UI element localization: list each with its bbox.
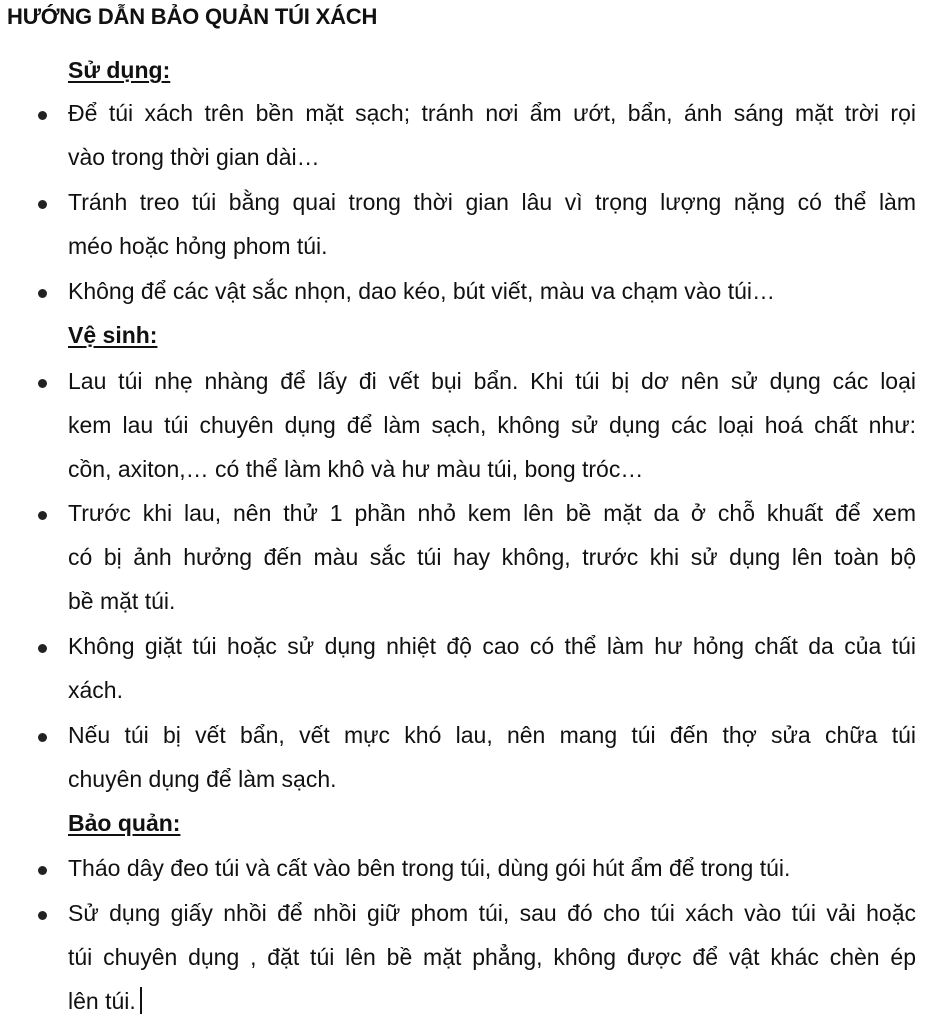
list-item-line: Tránh treo túi bằng quai trong thời gian lâu vì trọng lượng nặng có thể làm <box>68 189 916 215</box>
list-item-line: Để túi xách trên bền mặt sạch; tránh nơi ẩm ướt, bẩn, ánh sáng mặt trời rọi <box>68 100 916 126</box>
list-item-line: cồn, axiton,… có thể làm khô và hư màu túi, bong tróc… <box>68 456 644 482</box>
section-heading-cleaning: Vệ sinh: <box>68 322 158 348</box>
section-heading-storage: Bảo quản: <box>68 810 181 836</box>
list-item-line: bề mặt túi. <box>68 588 176 614</box>
list-item-line: Sử dụng giấy nhồi để nhồi giữ phom túi, sau đó cho túi xách vào túi vải hoặc <box>68 900 916 926</box>
list-item-line: Tháo dây đeo túi và cất vào bên trong túi, dùng gói hút ẩm để trong túi. <box>68 855 791 881</box>
bullet-icon <box>38 733 47 742</box>
list-item-line: méo hoặc hỏng phom túi. <box>68 233 328 259</box>
list-item-line: Trước khi lau, nên thử 1 phần nhỏ kem lên bề mặt da ở chỗ khuất để xem <box>68 500 916 526</box>
list-item-line: xách. <box>68 677 123 703</box>
list-item-line: kem lau túi chuyên dụng để làm sạch, không sử dụng các loại hoá chất như: <box>68 412 916 438</box>
bullet-icon <box>38 911 47 920</box>
list-item-line-text: lên túi. <box>68 988 136 1014</box>
list-item-line: Không giặt túi hoặc sử dụng nhiệt độ cao có thể làm hư hỏng chất da của túi <box>68 633 916 659</box>
list-item-line: Không để các vật sắc nhọn, dao kéo, bút viết, màu va chạm vào túi… <box>68 278 776 304</box>
bullet-icon <box>38 511 47 520</box>
bullet-icon <box>38 289 47 298</box>
list-item-line: vào trong thời gian dài… <box>68 144 320 170</box>
text-cursor <box>140 987 142 1014</box>
bullet-icon <box>38 200 47 209</box>
bullet-icon <box>38 866 47 875</box>
list-item-line: chuyên dụng để làm sạch. <box>68 766 337 792</box>
bullet-icon <box>38 644 47 653</box>
bullet-icon <box>38 379 47 388</box>
section-heading-usage: Sử dụng: <box>68 57 171 83</box>
list-item-line: Nếu túi bị vết bẩn, vết mực khó lau, nên mang túi đến thợ sửa chữa túi <box>68 722 916 748</box>
document-title: HƯỚNG DẪN BẢO QUẢN TÚI XÁCH <box>7 4 378 29</box>
list-item-line: Lau túi nhẹ nhàng để lấy đi vết bụi bẩn. Khi túi bị dơ nên sử dụng các loại <box>68 368 916 394</box>
bullet-icon <box>38 111 47 120</box>
list-item-line: túi chuyên dụng , đặt túi lên bề mặt phẳng, không được để vật khác chèn ép <box>68 944 916 970</box>
list-item-line-last[interactable] <box>68 986 142 1016</box>
list-item-line: có bị ảnh hưởng đến màu sắc túi hay không, trước khi sử dụng lên toàn bộ <box>68 544 916 570</box>
